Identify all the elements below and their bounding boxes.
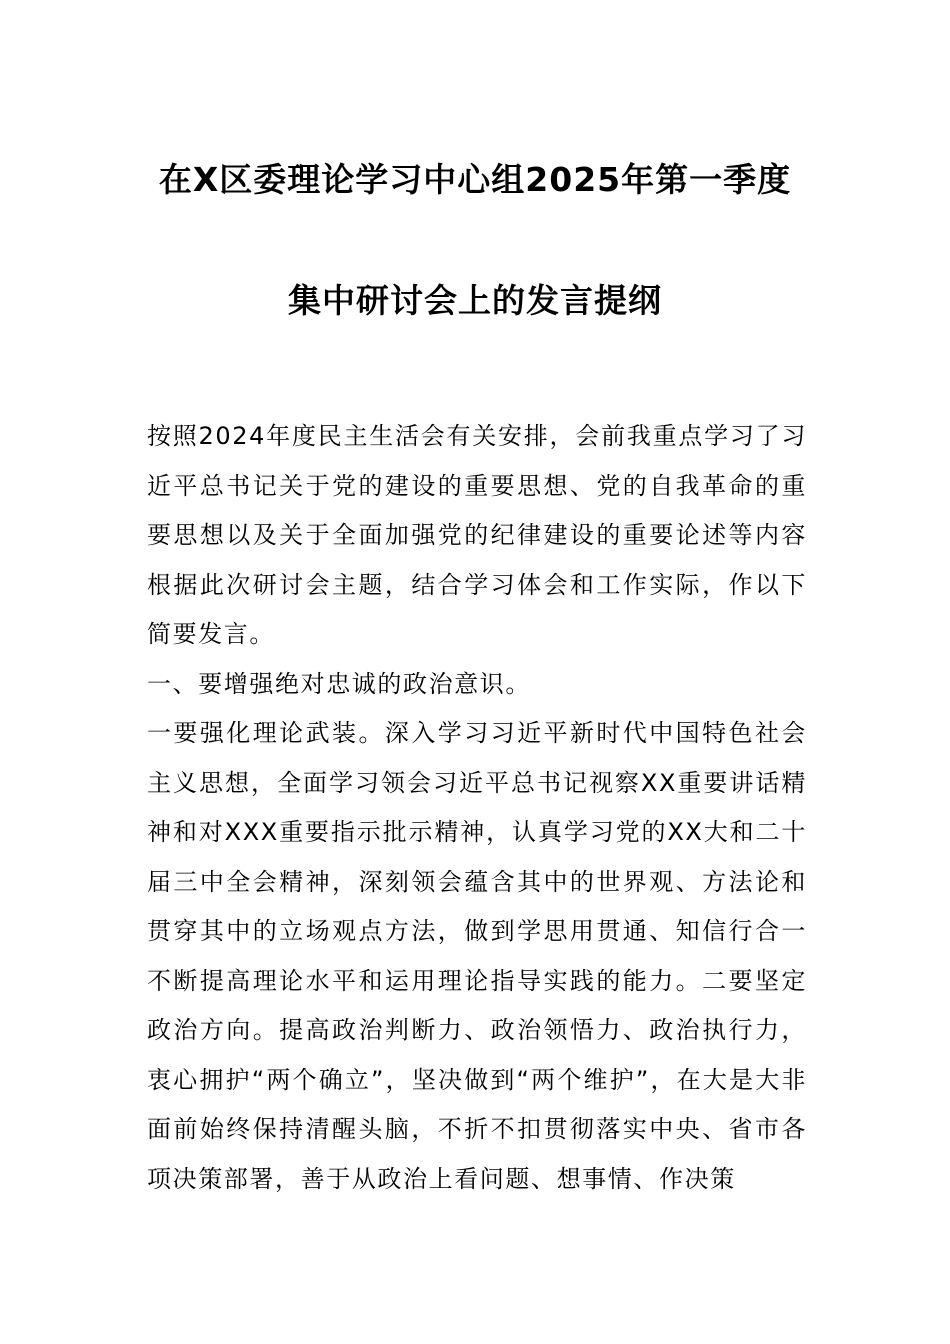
intro-paragraph: 按照2024年度民主生活会有关安排，会前我重点学习了习近平总书记关于党的建设的重要思想、党的自我革命的重要思想以及关于全面加强党的纪律建设的重要论述等内容根据此次研讨会主题，结合学习体会和工作实际，作以下简要发言。	[147, 422, 807, 648]
document-body	[147, 412, 807, 1204]
document-title-line-1: 在X区委理论学习中心组2025年第一季度	[158, 160, 792, 199]
section-heading-1: 一、要增强绝对忠诚的政治意识。	[147, 669, 531, 698]
document-title-line-2: 集中研讨会上的发言提纲	[288, 281, 662, 320]
section-1-paragraph: 一要强化理论武装。深入学习习近平新时代中国特色社会主义思想，全面学习领会习近平总书记视察XX重要讲话精神和对XXX重要指示批示精神，认真学习党的XX大和二十届三中全会精神，深刻领会蕴含其中的世界观、方法论和贯穿其中的立场观点方法，做到学思用贯通、知信行合一不断提高理论水平和运用理论指导实践的能力。二要坚定政治方向。提高政治判断力、政治领悟力、政治执行力，衷心拥护“两个确立”，坚决做到“两个维护”，在大是大非面前始终保持清醒头脑，不折不扣贯彻落实中央、省市各项决策部署，善于从政治上看问题、想事情、作决策	[147, 719, 807, 1193]
